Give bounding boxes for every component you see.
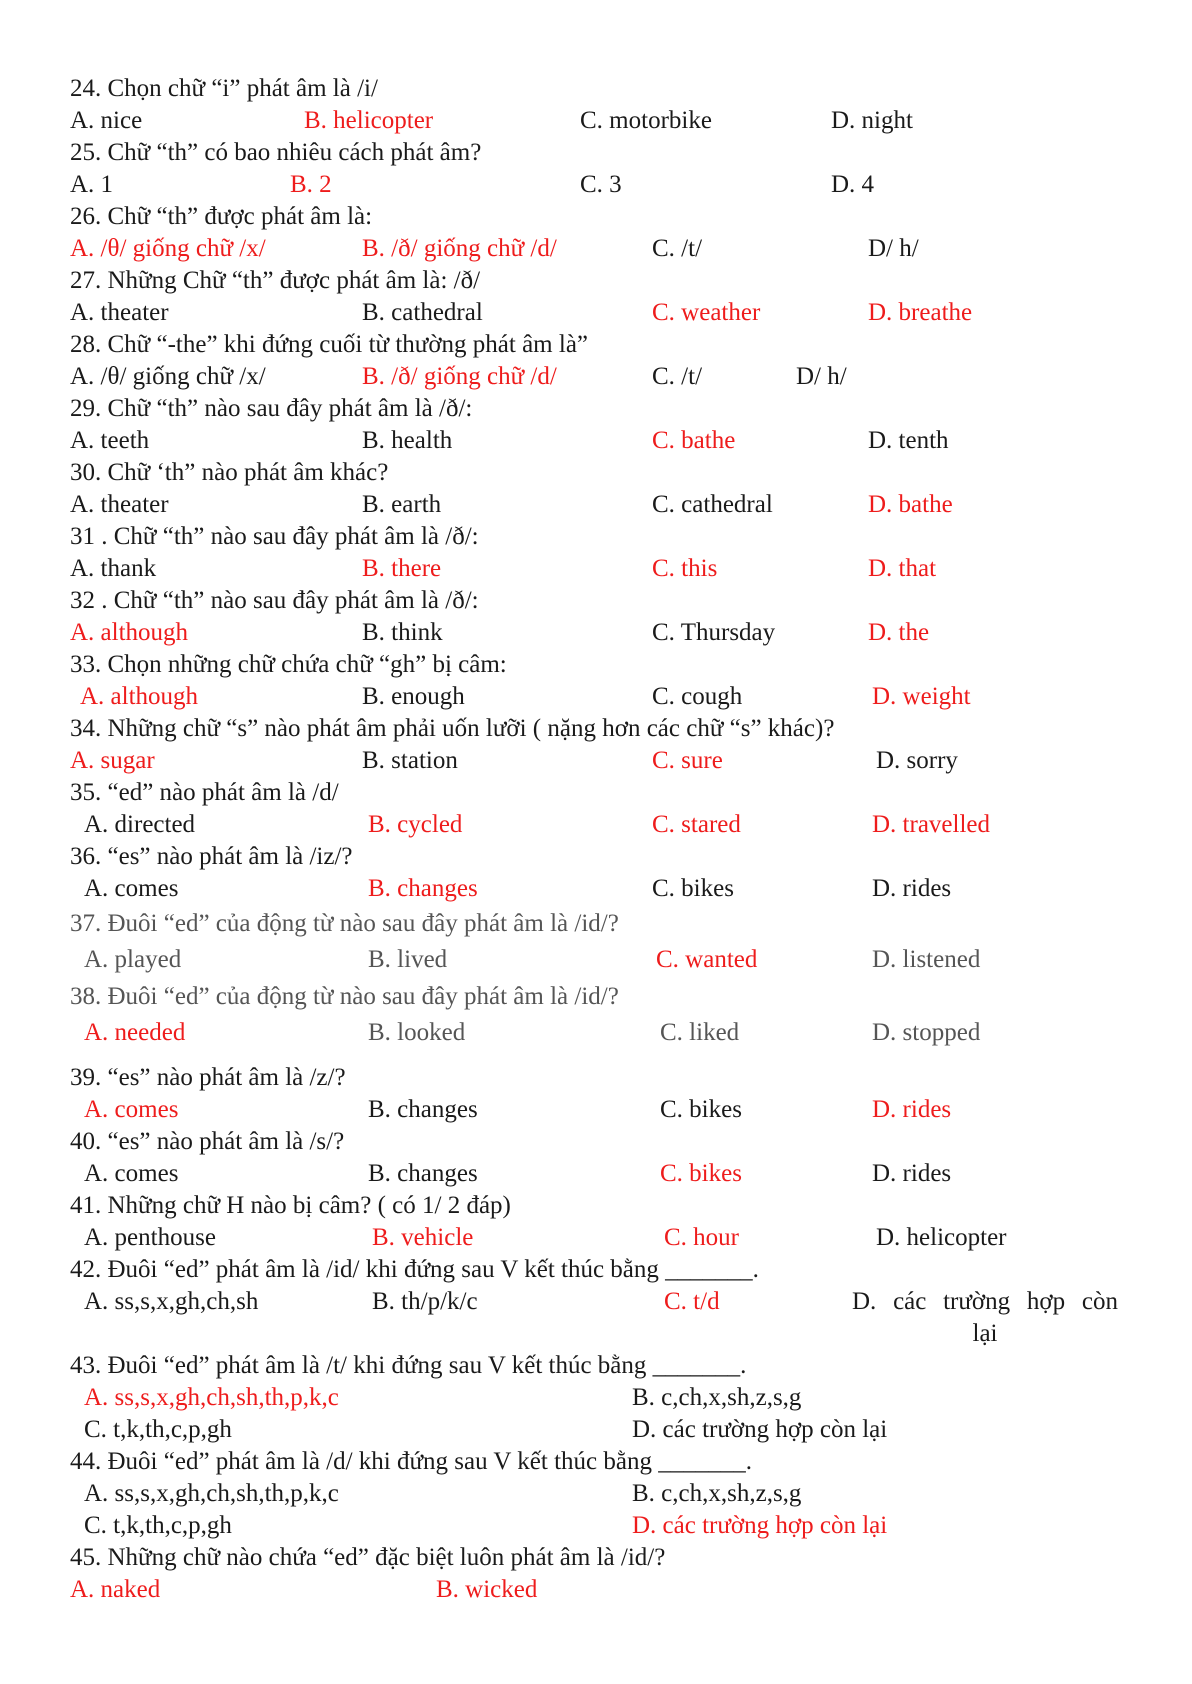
question-text: 30. Chữ ‘th” nào phát âm khác? (70, 459, 389, 486)
option-c: C. bikes (660, 1096, 742, 1123)
option-c: C. bikes (660, 1160, 742, 1187)
option-a: A. theater (70, 299, 169, 326)
option-d: D. tenth (868, 427, 949, 454)
option-b: B. enough (362, 683, 465, 710)
option-c: C. bikes (652, 875, 734, 902)
option-d: D. bathe (868, 491, 953, 518)
option-c: C. this (652, 555, 718, 582)
option-a: A. nice (70, 107, 143, 134)
question-text: 44. Đuôi “ed” phát âm là /d/ khi đứng sau V kết thúc bằng _______. (70, 1448, 752, 1475)
option-a: A. comes (84, 875, 179, 902)
option-a: A. naked (70, 1576, 161, 1603)
question-text: 24. Chọn chữ “i” phát âm là /i/ (70, 75, 378, 102)
question-text: 42. Đuôi “ed” phát âm là /id/ khi đứng sau V kết thúc bằng _______. (70, 1256, 759, 1283)
option-d: D. night (831, 107, 913, 134)
option-d: D/ h/ (868, 235, 919, 262)
option-a: A. theater (70, 491, 169, 518)
option-d: D. 4 (831, 171, 875, 198)
option-d: D. travelled (872, 811, 991, 838)
option-b: B. /ð/ giống chữ /d/ (362, 235, 557, 262)
option-c: C. /t/ (652, 235, 703, 262)
option-c: C. t,k,th,c,p,gh (84, 1416, 232, 1443)
option-c: C. t/d (664, 1288, 720, 1315)
option-d: D. that (868, 555, 937, 582)
option-b: B. wicked (436, 1576, 538, 1603)
option-b: B. c,ch,x,sh,z,s,g (632, 1384, 802, 1411)
option-b: B. health (362, 427, 453, 454)
option-c: C. Thursday (652, 619, 776, 646)
option-a: A. penthouse (84, 1224, 216, 1251)
option-a: A. ss,s,x,gh,ch,sh,th,p,k,c (84, 1384, 339, 1411)
option-b: B. cycled (368, 811, 463, 838)
option-a: A. teeth (70, 427, 150, 454)
option-c: C. 3 (580, 171, 622, 198)
question-text: 38. Đuôi “ed” của động từ nào sau đây phát âm là /id/? (70, 983, 619, 1010)
option-d: D. breathe (868, 299, 973, 326)
option-c: C. /t/ (652, 363, 703, 390)
option-d: D. các trường hợp còn lại (852, 1288, 1118, 1347)
option-b: B. station (362, 747, 458, 774)
question-text: 36. “es” nào phát âm là /iz/? (70, 843, 353, 870)
question-text: 41. Những chữ H nào bị câm? ( có 1/ 2 đáp) (70, 1192, 511, 1219)
option-a: A. thank (70, 555, 157, 582)
option-d: D. các trường hợp còn lại (632, 1512, 888, 1539)
option-c: C. cough (652, 683, 743, 710)
option-a: A. comes (84, 1096, 179, 1123)
question-text: 40. “es” nào phát âm là /s/? (70, 1128, 345, 1155)
question-text: 27. Những Chữ “th” được phát âm là: /ð/ (70, 267, 481, 294)
option-d: D. rides (872, 1160, 952, 1187)
question-text: 28. Chữ “-the” khi đứng cuối từ thường phát âm là” (70, 331, 589, 358)
option-c: C. bathe (652, 427, 736, 454)
option-d: D. rides (872, 1096, 952, 1123)
option-b: B. earth (362, 491, 442, 518)
option-b: B. looked (368, 1019, 466, 1046)
option-b: B. helicopter (304, 107, 434, 134)
question-text: 33. Chọn những chữ chứa chữ “gh” bị câm: (70, 651, 507, 678)
option-d: D. các trường hợp còn lại (632, 1416, 888, 1443)
option-d: D. weight (872, 683, 971, 710)
option-c: C. wanted (656, 946, 758, 973)
option-b: B. 2 (290, 171, 332, 198)
option-a: A. played (84, 946, 182, 973)
option-a: A. sugar (70, 747, 155, 774)
option-a: A. although (70, 619, 189, 646)
option-b: B. changes (368, 875, 478, 902)
option-d: D. stopped (872, 1019, 981, 1046)
option-a: A. /θ/ giống chữ /x/ (70, 363, 266, 390)
option-a: A. directed (84, 811, 196, 838)
option-d: D. listened (872, 946, 981, 973)
option-a: A. ss,s,x,gh,ch,sh,th,p,k,c (84, 1480, 339, 1507)
option-d: D. rides (872, 875, 952, 902)
option-d: D. helicopter (876, 1224, 1007, 1251)
question-text: 45. Những chữ nào chứa “ed” đặc biệt luôn phát âm là /id/? (70, 1544, 666, 1571)
option-b: B. c,ch,x,sh,z,s,g (632, 1480, 802, 1507)
option-c: C. t,k,th,c,p,gh (84, 1512, 232, 1539)
question-text: 35. “ed” nào phát âm là /d/ (70, 779, 339, 806)
option-a: A. 1 (70, 171, 114, 198)
option-c: C. stared (652, 811, 741, 838)
question-text: 43. Đuôi “ed” phát âm là /t/ khi đứng sau V kết thúc bằng _______. (70, 1352, 747, 1379)
option-b: B. changes (368, 1160, 478, 1187)
option-d: D. the (868, 619, 930, 646)
option-b: B. lived (368, 946, 448, 973)
option-c: C. sure (652, 747, 723, 774)
option-b: B. cathedral (362, 299, 483, 326)
option-b: B. there (362, 555, 442, 582)
option-b: B. vehicle (372, 1224, 474, 1251)
option-a: A. ss,s,x,gh,ch,sh (84, 1288, 259, 1315)
option-b: B. think (362, 619, 443, 646)
question-text: 34. Những chữ “s” nào phát âm phải uốn lưỡi ( nặng hơn các chữ “s” khác)? (70, 715, 835, 742)
question-text: 26. Chữ “th” được phát âm là: (70, 203, 373, 230)
option-b: B. /ð/ giống chữ /d/ (362, 363, 557, 390)
option-a: A. although (80, 683, 199, 710)
option-d: D. sorry (876, 747, 958, 774)
question-text: 29. Chữ “th” nào sau đây phát âm là /ð/: (70, 395, 473, 422)
option-b: B. th/p/k/c (372, 1288, 478, 1315)
option-c: C. weather (652, 299, 761, 326)
option-c: C. cathedral (652, 491, 773, 518)
option-b: B. changes (368, 1096, 478, 1123)
question-text: 37. Đuôi “ed” của động từ nào sau đây phát âm là /id/? (70, 910, 619, 937)
question-text: 25. Chữ “th” có bao nhiêu cách phát âm? (70, 139, 482, 166)
question-text: 31 . Chữ “th” nào sau đây phát âm là /ð/: (70, 523, 479, 550)
option-a: A. comes (84, 1160, 179, 1187)
option-c: C. liked (660, 1019, 740, 1046)
question-text: 32 . Chữ “th” nào sau đây phát âm là /ð/: (70, 587, 479, 614)
option-d: D/ h/ (796, 363, 847, 390)
option-c: C. motorbike (580, 107, 712, 134)
option-a: A. needed (84, 1019, 186, 1046)
option-c: C. hour (664, 1224, 739, 1251)
option-a: A. /θ/ giống chữ /x/ (70, 235, 266, 262)
question-text: 39. “es” nào phát âm là /z/? (70, 1064, 346, 1091)
